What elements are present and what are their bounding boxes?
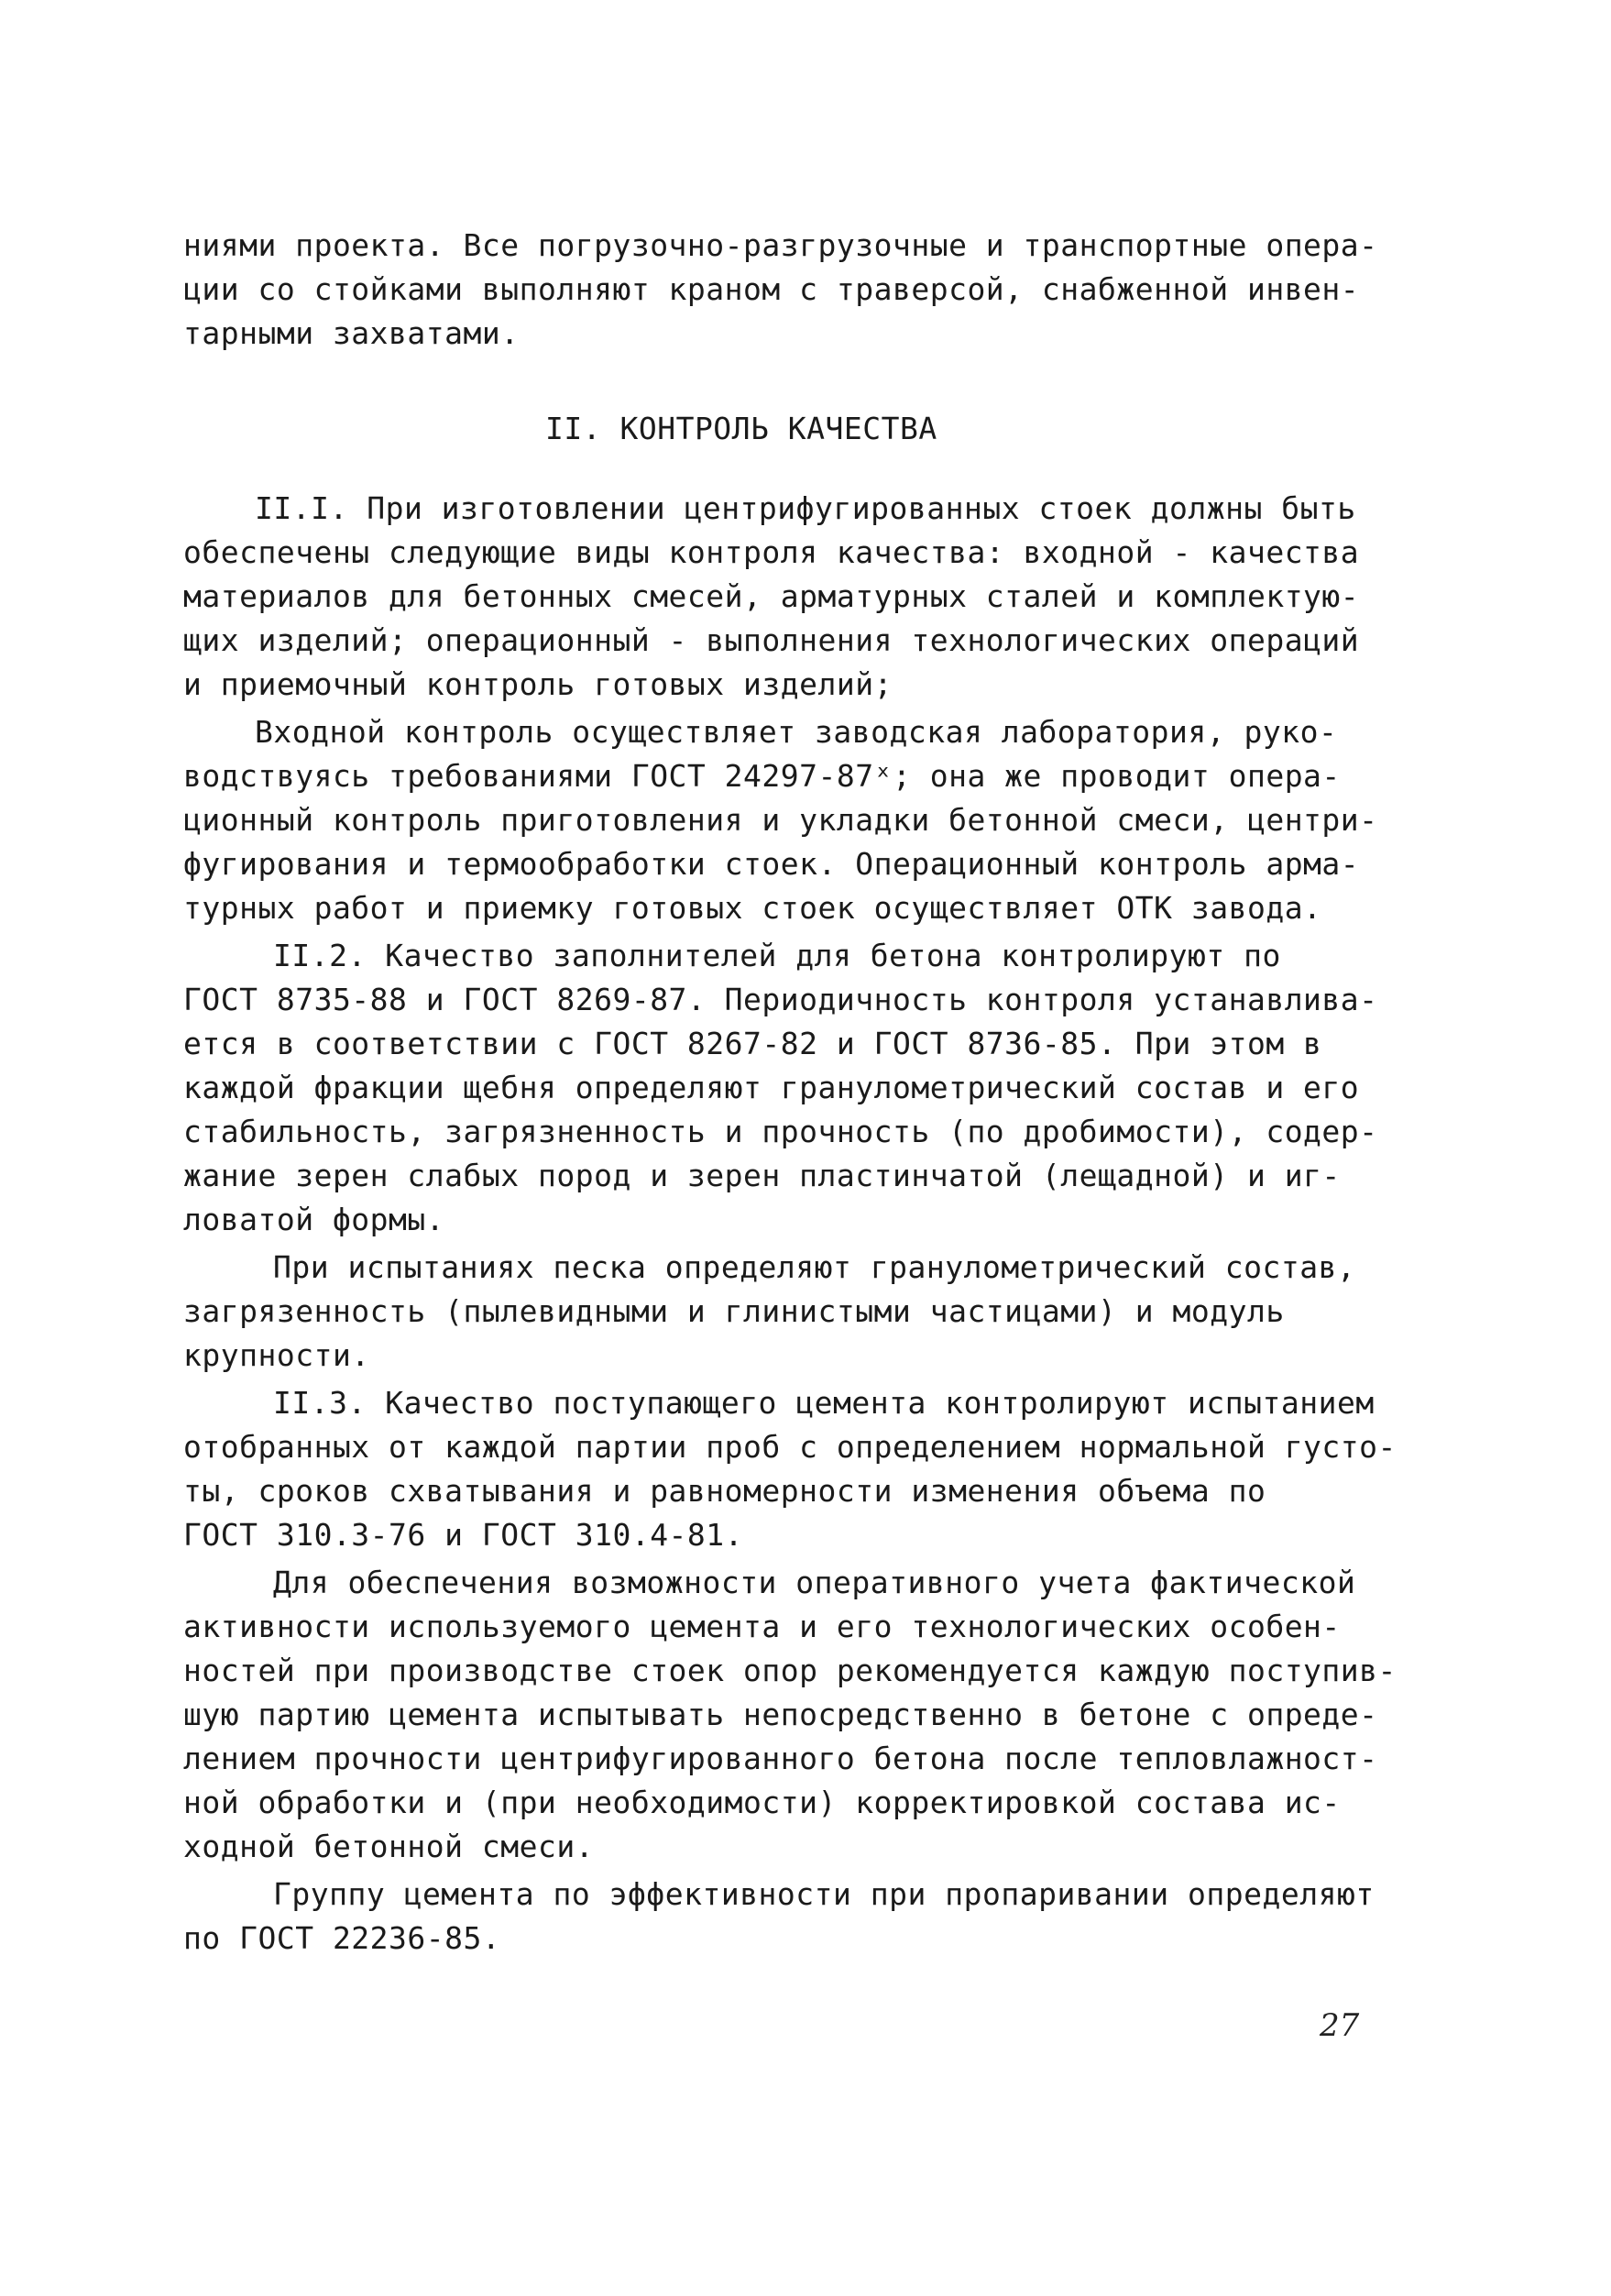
paragraph-cement-line-3: ностей при производстве стоек опор рекомендуется каждую поступив- — [183, 1653, 1397, 1688]
paragraph-group-line-2: по ГОСТ 22236-85. — [183, 1920, 501, 1956]
paragraph-input-line-1: Входной контроль осуществляет заводская лаборатория, руко- — [255, 714, 1338, 750]
paragraph-112-line-6: жание зерен слабых пород и зерен пластинчатой (лещадной) и иг- — [183, 1158, 1341, 1193]
paragraph-cement-line-6: ной обработки и (при необходимости) корректировкой состава ис- — [183, 1785, 1341, 1820]
paragraph-cement-line-1: Для обеспечения возможности оперативного учета фактической — [273, 1565, 1356, 1600]
paragraph-113-line-1: II.3. Качество поступающего цемента контролируют испытанием — [273, 1385, 1375, 1421]
paragraph-112-line-3: ется в соответствии с ГОСТ 8267-82 и ГОСТ 8736-85. При этом в — [183, 1026, 1322, 1061]
paragraph-sand-line-3: крупности. — [183, 1337, 370, 1373]
intro-line-2: ции со стойками выполняют краном с траверсой, снабженной инвен- — [183, 271, 1360, 307]
paragraph-112-line-7: ловатой формы. — [183, 1202, 445, 1237]
intro-line-1: ниями проекта. Все погрузочно-разгрузочные и транспортные опера- — [183, 227, 1378, 263]
paragraph-sand-line-2: загрязенность (пылевидными и глинистыми частицами) и модуль — [183, 1293, 1285, 1329]
intro-line-3: тарными захватами. — [183, 315, 520, 351]
paragraph-11-line-3: материалов для бетонных смесей, арматурных сталей и комплектую- — [183, 578, 1360, 614]
paragraph-112-line-2: ГОСТ 8735-88 и ГОСТ 8269-87. Периодичность контроля устанавлива- — [183, 982, 1378, 1017]
paragraph-11-line-4: щих изделий; операционный - выполнения технологических операций — [183, 622, 1360, 658]
paragraph-113-line-2: отобранных от каждой партии проб с определением нормальной густо- — [183, 1429, 1397, 1465]
paragraph-input-line-2: водствуясь требованиями ГОСТ 24297-87ˣ; она же проводит опера- — [183, 758, 1341, 794]
paragraph-113-line-4: ГОСТ 310.3-76 и ГОСТ 310.4-81. — [183, 1517, 744, 1553]
paragraph-112-line-4: каждой фракции щебня определяют гранулометрический состав и его — [183, 1070, 1360, 1105]
paragraph-cement-line-7: ходной бетонной смеси. — [183, 1829, 595, 1864]
paragraph-11-line-2: обеспечены следующие виды контроля качества: входной - качества — [183, 534, 1360, 570]
paragraph-cement-line-4: шую партию цемента испытывать непосредственно в бетоне с опреде- — [183, 1697, 1378, 1732]
paragraph-group-line-1: Группу цемента по эффективности при пропаривании определяют — [273, 1876, 1375, 1912]
paragraph-11-line-5: и приемочный контроль готовых изделий; — [183, 666, 893, 702]
paragraph-input-line-4: фугирования и термообработки стоек. Операционный контроль арма- — [183, 846, 1360, 882]
paragraph-112-line-1: II.2. Качество заполнителей для бетона контролируют по — [273, 938, 1281, 973]
paragraph-113-line-3: ты, сроков схватывания и равномерности изменения объема по — [183, 1473, 1266, 1509]
paragraph-cement-line-5: лением прочности центрифугированного бетона после тепловлажност- — [183, 1741, 1378, 1776]
paragraph-cement-line-2: активности используемого цемента и его технологических особен- — [183, 1609, 1341, 1644]
section-heading: II. КОНТРОЛЬ КАЧЕСТВА — [545, 411, 937, 446]
paragraph-11-line-1: II.I. При изготовлении центрифугированных стоек должны быть — [255, 490, 1356, 526]
page-number: 27 — [1320, 2007, 1360, 2044]
paragraph-input-line-3: ционный контроль приготовления и укладки бетонной смеси, центри- — [183, 802, 1378, 838]
paragraph-sand-line-1: При испытаниях песка определяют гранулометрический состав, — [273, 1249, 1356, 1285]
paragraph-112-line-5: стабильность, загрязненность и прочность (по дробимости), содер- — [183, 1114, 1378, 1149]
paragraph-input-line-5: турных работ и приемку готовых стоек осуществляет ОТК завода. — [183, 890, 1322, 926]
